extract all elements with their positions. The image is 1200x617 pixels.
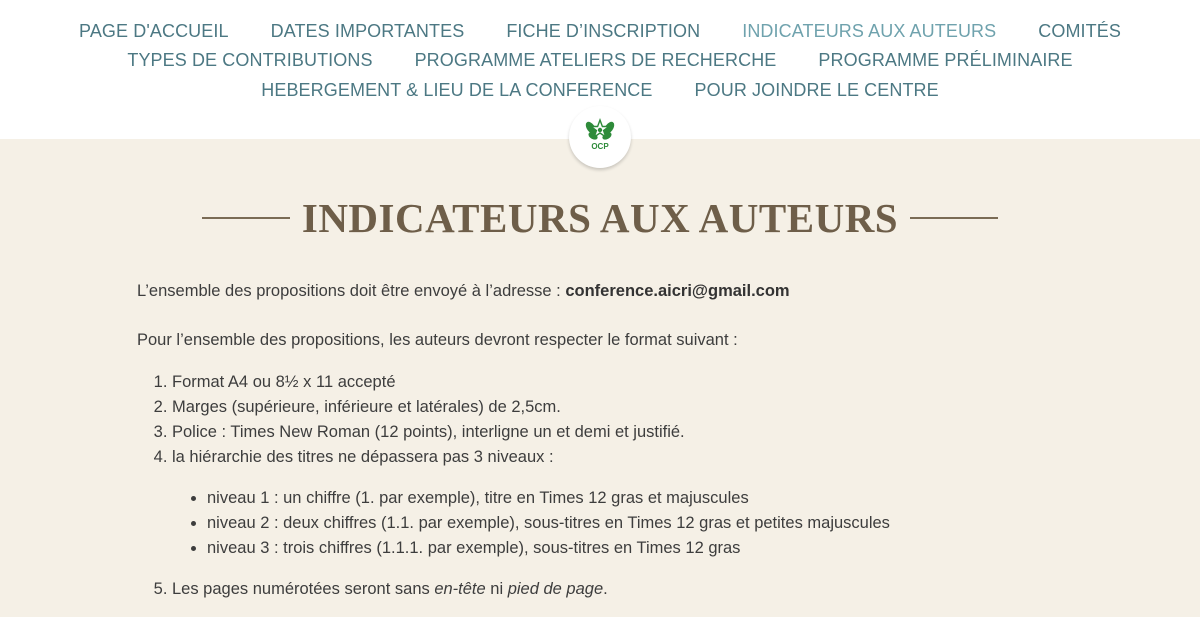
list-item: 2. Marges (supérieure, inférieure et latérales) de 2,5cm. [172,395,1097,420]
list-item [172,577,1097,602]
ocp-logo[interactable] [569,106,631,168]
nav-link-hebergement[interactable]: HEBERGEMENT & LIEU DE LA CONFERENCE [261,80,653,100]
sub-list-item: • niveau 1 : un chiffre (1. par exemple), titre en Times 12 gras et majuscules [207,486,1097,511]
sub-list-item: • niveau 2 : deux chiffres (1.1. par exemple), sous-titres en Times 12 gras et petites majuscules [207,511,1097,536]
ocp-logo-text: OCP [591,142,609,151]
title-left-rule [202,217,290,219]
item5-text-end: . [603,580,608,598]
nav-link-programme-ateliers[interactable]: PROGRAMME ATELIERS DE RECHERCHE [414,50,777,70]
item5-en-tete: en-tête [434,580,486,598]
nav-link-dates-importantes[interactable]: DATES IMPORTANTES [270,21,465,41]
item5-text-start: Les pages numérotées seront sans [172,580,435,598]
title-right-rule [910,217,998,219]
nav-link-types-contributions[interactable]: TYPES DE CONTRIBUTIONS [127,50,373,70]
intro-paragraph [137,279,1097,304]
nav-link-indicateurs-auteurs[interactable]: INDICATEURS AUX AUTEURS [742,21,997,41]
nav-link-joindre-centre[interactable]: POUR JOINDRE LE CENTRE [694,80,939,100]
nav-link-fiche-inscription[interactable]: FICHE D’INSCRIPTION [506,21,701,41]
format-requirements-list [137,370,1097,602]
sub-list-item: • niveau 3 : trois chiffres (1.1.1. par exemple), sous-titres en Times 12 gras [207,536,1097,561]
nav-link-comites[interactable]: COMITÉS [1038,21,1121,41]
page-title-block [0,193,1200,243]
item5-text-middle: ni [485,580,508,598]
nav-row-2 [0,49,1200,71]
page-title: INDICATEURS AUX AUTEURS [301,195,899,241]
format-paragraph: Pour l’ensemble des propositions, les auteurs devront respecter le format suivant : [137,331,738,349]
nav-row-3 [0,79,1200,101]
nav-link-programme-preliminaire[interactable]: PROGRAMME PRÉLIMINAIRE [818,50,1073,70]
list-item: 1. Format A4 ou 8½ x 11 accepté [172,370,1097,395]
title-levels-list [172,486,1097,561]
ocp-logo-emblem [569,106,631,168]
nav-row-1 [0,20,1200,42]
list-item [172,445,1097,561]
intro-text: L’ensemble des propositions doit être envoyé à l’adresse : [137,282,566,300]
item5-pied-de-page: pied de page [507,580,604,598]
list-item: 3. Police : Times New Roman (12 points), interligne un et demi et justifié. [172,420,1097,445]
list-item-text: la hiérarchie des titres ne dépassera pas 3 niveaux : [172,448,554,466]
main-content [137,279,1097,602]
nav-link-accueil[interactable]: PAGE D'ACCUEIL [79,21,229,41]
contact-email: conference.aicri@gmail.com [565,282,790,300]
